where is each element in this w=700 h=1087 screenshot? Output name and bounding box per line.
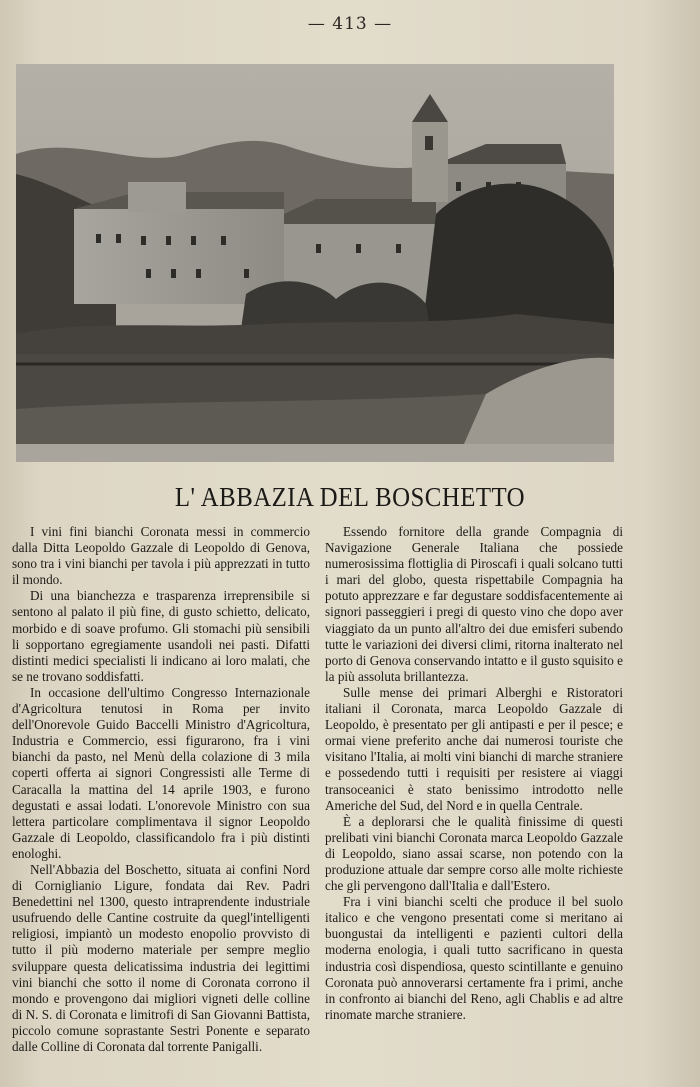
paragraph: È a deplorarsi che le qualità finissime di questi prelibati vini bianchi Coronata marca Leopoldo Gazzale di Leopoldo, siano assai scarse, non potendo con la produzione attuale dar sempre corso alle molte richieste che gli pervengono dall'Italia e dall'Estero.: [325, 813, 623, 894]
paragraph: I vini fini bianchi Coronata messi in commercio dalla Ditta Leopoldo Gazzale di Leopoldo di Genova, sono tra i vini bianchi per tavola i più apprezzati in tutto il mondo.: [12, 524, 310, 588]
right-column: [325, 524, 623, 1023]
abbey-photo: [16, 64, 614, 462]
paragraph: Fra i vini bianchi scelti che produce il bel suolo italico e che vengono presentati come si meritano ai buongustai da intelligenti e pazienti cultori della moderna enologia, i quali tutto sacrificano in questa industria così dispendiosa, questo scintillante e genuino Coronata può annoverarsi certamente fra i primi, anche in confronto ai bianchi del Reno, agli Chablis e ad altre rinomate marche straniere.: [325, 894, 623, 1022]
paragraph: Di una bianchezza e trasparenza irreprensibile si sentono al palato il più fine, di gusto schietto, delicato, morbido e di soave profumo. Gli stomachi più sensibili li sopportano egregiamente usandoli nei pasti. Difatti distinti medici specialisti li indicano ai loro malati, che se ne trovano soddisfatti.: [12, 588, 310, 684]
paragraph: Sulle mense dei primari Alberghi e Ristoratori italiani il Coronata, marca Leopoldo Gazzale di Leopoldo, è presentato per gli antipasti e per il pesce; e ormai viene preferito anche dai numerosi touriste che visitano l'Italia, ai molti vini bianchi di marche straniere e possedendo tutti i requisiti per resistere ai viaggi transoceanici è stato benissimo introdotto nelle Americhe del Sud, del Nord e in quella Centrale.: [325, 684, 623, 813]
paragraph: In occasione dell'ultimo Congresso Internazionale d'Agricoltura tenutosi in Roma per invito dell'Onorevole Guido Baccelli Ministro d'Agricoltura, Industria e Commercio, essi figurarono, fra i vini bianchi da pasto, nel Menù della colazione di 3 mila coperti offerta ai signori Congressisti alle Terme di Caracalla la mattina del 14 aprile 1903, e furono degustati e assai lodati. L'onorevole Ministro con sua lettera particolare complimentava il signor Leopoldo Gazzale di Leopoldo, classificandolo fra i più distinti enologhi.: [12, 684, 310, 861]
article-title: L' ABBAZIA DEL BOSCHETTO: [174, 482, 526, 512]
paragraph: Nell'Abbazia del Boschetto, situata ai confini Nord di Corniglianio Ligure, fondata dai Rev. Padri Benedettini nel 1300, questo intraprendente industriale usufruendo delle Cantine costruite da quegl'intelligenti religiosi, impiantò un modesto enopolio provvisto di tutto il più moderno materiale per sempre meglio sviluppare questa delicatissima industria dei legittimi vini bianchi che sotto il nome di Coronata corrono il mondo e provengono dai migliori vigneti delle colline di N. S. di Coronata e limitrofi di San Giovanni Battista, piccolo comune soprastante Sestri Ponente e separato dalle Colline di Coronata dal torrente Panigalli.: [12, 861, 310, 1054]
page-number: — 413 —: [307, 14, 393, 34]
abbey-photo-illustration: [16, 64, 614, 462]
paragraph: Essendo fornitore della grande Compagnia di Navigazione Generale Italiana che possiede numerosissima flottiglia di Piroscafi i quali solcano tutti i mari del globo, questa rispettabile Compagnia ha potuto apprezzare e far degustare soddisfacentemente ai signori passeggieri i pregi di questo vino che dopo aver viaggiato da un punto all'altro dei due emisferi subendo tutte le variazioni dei diversi climi, ritorna inalterato nel porto di Genova conservando intatto e il gusto squisito e la più assoluta brillantezza.: [325, 524, 623, 684]
left-column: [12, 524, 310, 1055]
